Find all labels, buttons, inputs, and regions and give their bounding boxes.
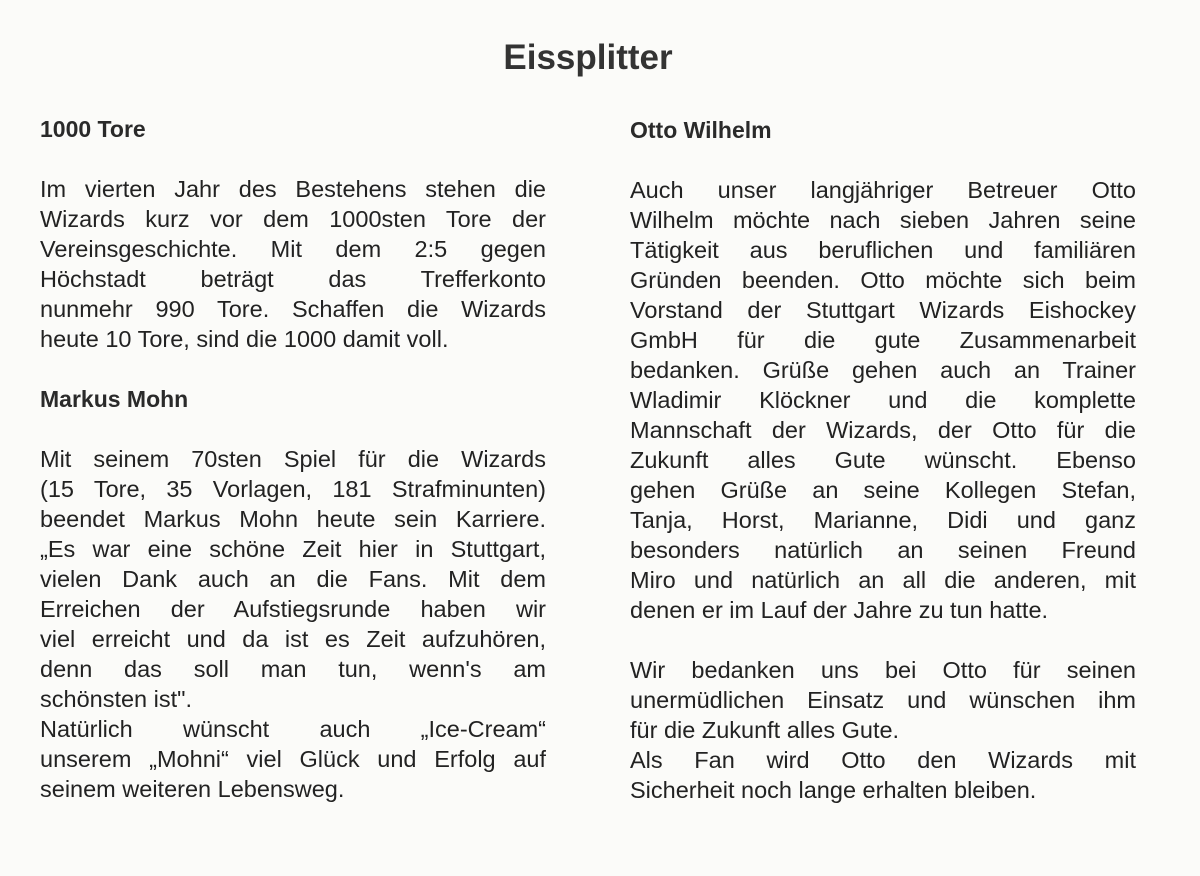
text-line: Tätigkeit aus beruflichen und familiären <box>630 237 1136 263</box>
section-heading-otto-wilhelm: Otto Wilhelm <box>630 117 772 143</box>
spacer <box>40 144 546 174</box>
page-title: Eissplitter <box>503 38 673 77</box>
section-heading-1000-tore: 1000 Tore <box>40 116 146 142</box>
text-line: Höchstadt beträgt das Trefferkonto <box>40 266 546 292</box>
paragraph-otto-wilhelm <box>630 175 1136 625</box>
text-line: Wir bedanken uns bei Otto für seinen <box>630 657 1136 683</box>
text-line: für die Zukunft alles Gute. <box>630 717 900 743</box>
text-line: Mannschaft der Wizards, der Otto für die <box>630 417 1136 443</box>
text-line: vielen Dank auch an die Fans. Mit dem <box>40 566 546 592</box>
text-line: Miro und natürlich an all die anderen, mit <box>630 567 1136 593</box>
paragraph-1000-tore <box>40 174 546 354</box>
text-line: gehen Grüße an seine Kollegen Stefan, <box>630 477 1136 503</box>
text-line: bedanken. Grüße gehen auch an Trainer <box>630 357 1136 383</box>
right-column <box>630 115 1136 805</box>
text-line: denen er im Lauf der Jahre zu tun hatte. <box>630 597 1049 623</box>
spacer <box>40 354 546 384</box>
text-line: Wizards kurz vor dem 1000sten Tore der <box>40 206 546 232</box>
text-line: Sicherheit noch lange erhalten bleiben. <box>630 777 1037 803</box>
section-heading-markus-mohn: Markus Mohn <box>40 386 189 412</box>
text-line: Wilhelm möchte nach sieben Jahren seine <box>630 207 1136 233</box>
text-line: nunmehr 990 Tore. Schaffen die Wizards <box>40 296 546 322</box>
text-line: unserem „Mohni“ viel Glück und Erfolg auf <box>40 746 546 772</box>
text-line: Zukunft alles Gute wünscht. Ebenso <box>630 447 1136 473</box>
text-line: „Es war eine schöne Zeit hier in Stuttgart, <box>40 536 546 562</box>
text-line: Erreichen der Aufstiegsrunde haben wir <box>40 596 546 622</box>
text-line: Als Fan wird Otto den Wizards mit <box>630 747 1136 773</box>
spacer <box>630 625 1136 655</box>
text-line: GmbH für die gute Zusammenarbeit <box>630 327 1136 353</box>
paragraph-markus-mohn <box>40 444 546 804</box>
text-line: Wladimir Klöckner und die komplette <box>630 387 1136 413</box>
left-column <box>40 114 546 804</box>
text-line: viel erreicht und da ist es Zeit aufzuhören, <box>40 626 546 652</box>
text-line: Vorstand der Stuttgart Wizards Eishockey <box>630 297 1136 323</box>
text-line: schönsten ist". <box>40 686 193 712</box>
spacer <box>630 145 1136 175</box>
text-line: Mit seinem 70sten Spiel für die Wizards <box>40 446 546 472</box>
text-line: denn das soll man tun, wenn's am <box>40 656 546 682</box>
spacer <box>40 414 546 444</box>
text-line: Gründen beenden. Otto möchte sich beim <box>630 267 1136 293</box>
text-line: Vereinsgeschichte. Mit dem 2:5 gegen <box>40 236 546 262</box>
text-line: Natürlich wünscht auch „Ice-Cream“ <box>40 716 546 742</box>
text-line: besonders natürlich an seinen Freund <box>630 537 1136 563</box>
text-line: Tanja, Horst, Marianne, Didi und ganz <box>630 507 1136 533</box>
text-line: unermüdlichen Einsatz und wünschen ihm <box>630 687 1136 713</box>
text-line: seinem weiteren Lebensweg. <box>40 776 345 802</box>
text-line: Im vierten Jahr des Bestehens stehen die <box>40 176 546 202</box>
paragraph-otto-thanks <box>630 655 1136 805</box>
text-line: Auch unser langjähriger Betreuer Otto <box>630 177 1136 203</box>
text-line: (15 Tore, 35 Vorlagen, 181 Strafminunten) <box>40 476 546 502</box>
text-line: beendet Markus Mohn heute sein Karriere. <box>40 506 546 532</box>
text-line: heute 10 Tore, sind die 1000 damit voll. <box>40 326 449 352</box>
